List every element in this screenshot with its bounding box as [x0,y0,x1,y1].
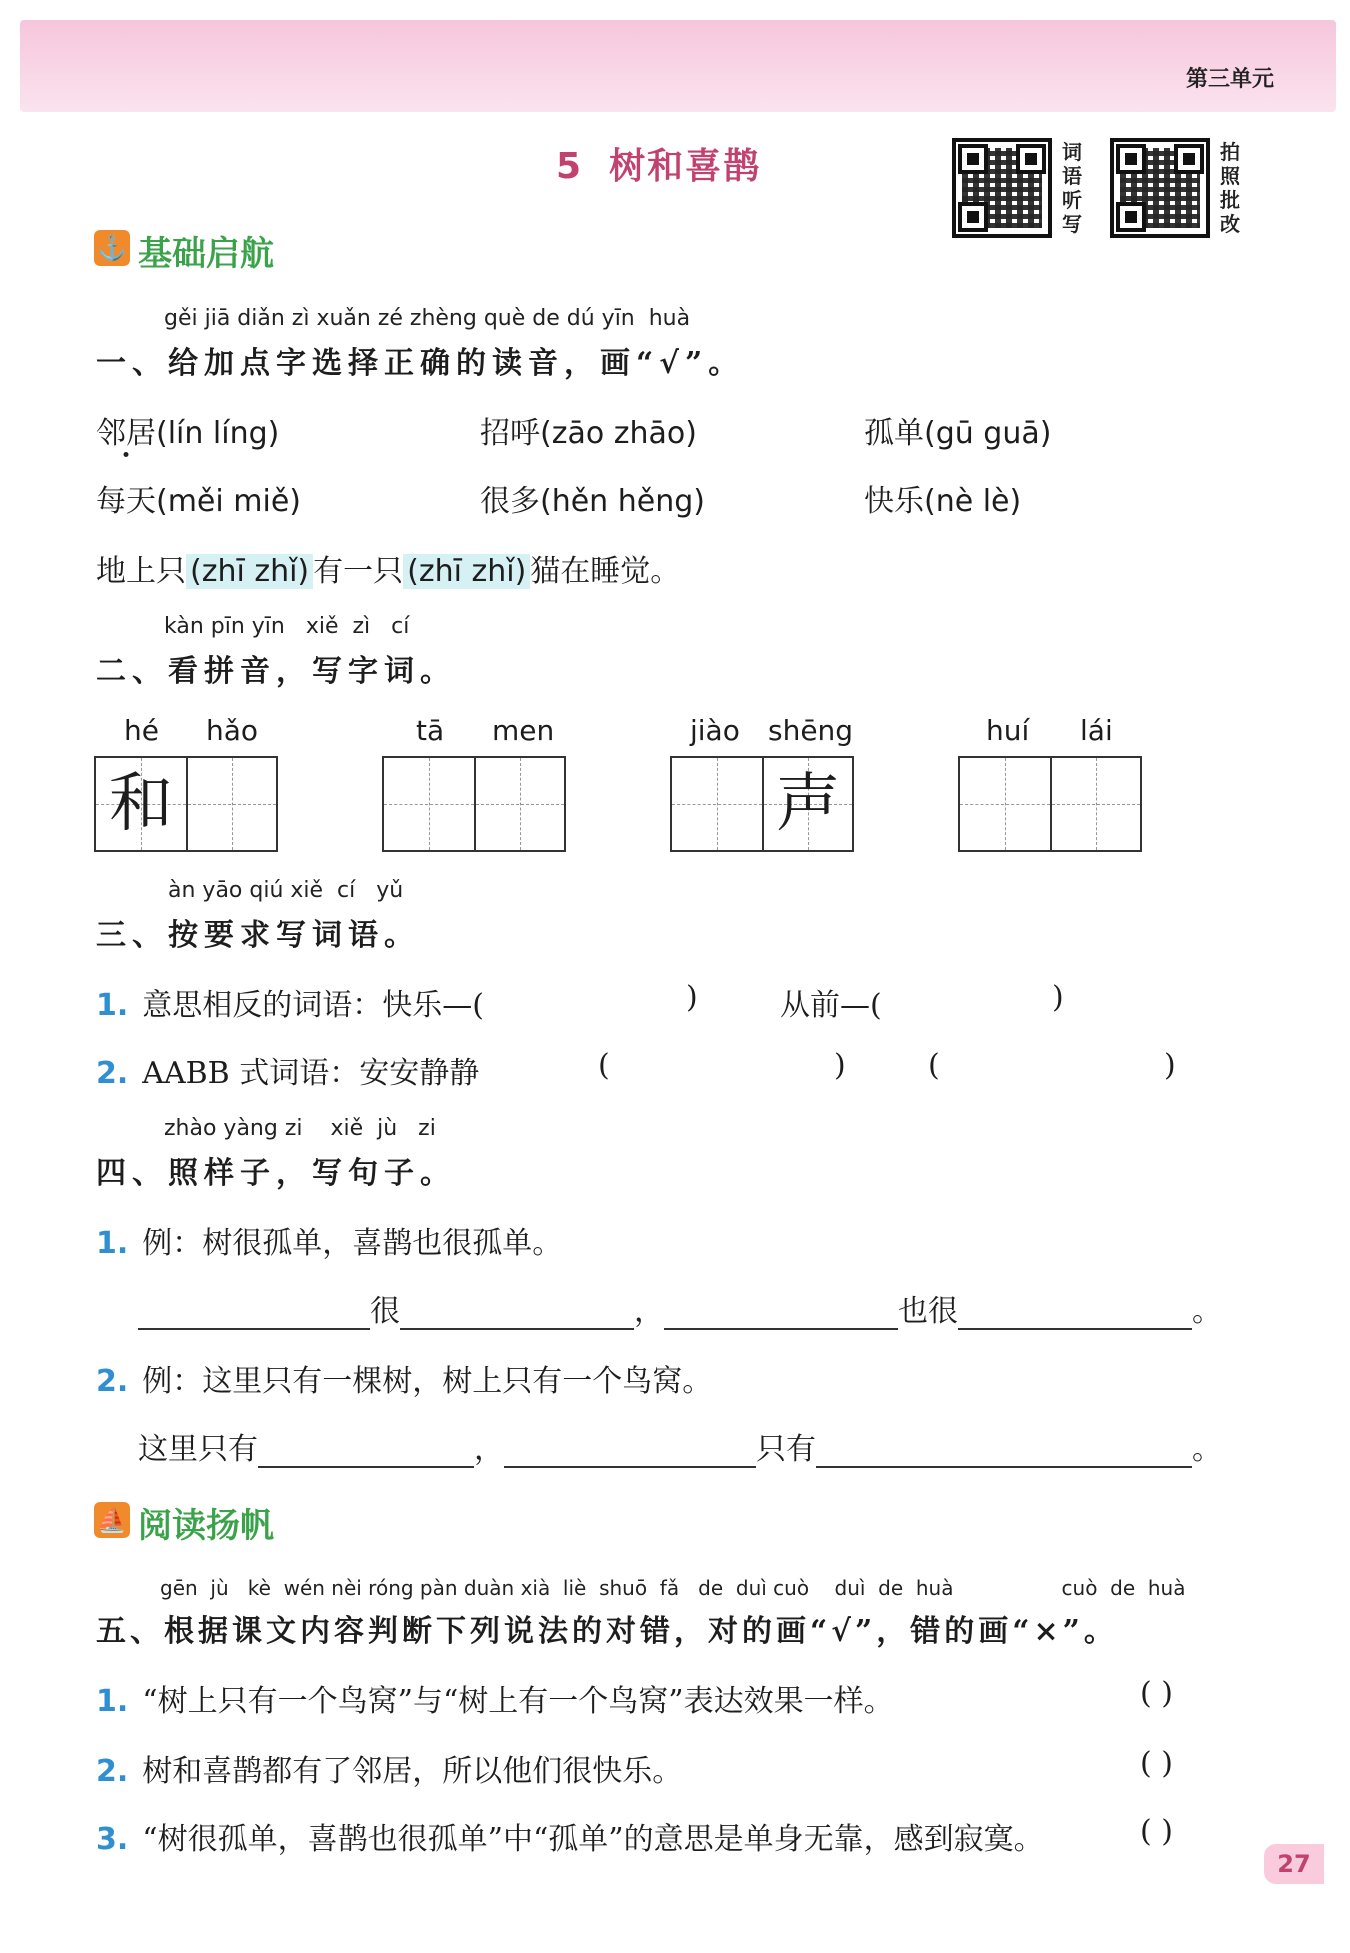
lesson-number: 5 [556,146,584,187]
q3-line-1-close-2: ) [1052,980,1064,1015]
unit-label: 第三单元 [1185,67,1274,92]
q4-answer-2-end: 。 [1192,1432,1222,1467]
q2-g1-grid[interactable] [94,756,278,852]
q3-line-2-close-2: ) [1164,1048,1176,1083]
q1-item-1 [96,408,279,452]
q1-item-3 [864,408,1051,452]
q2-g1-char-2 [188,758,276,850]
q4-answer-2-middle: 只有 [756,1432,816,1467]
q1-item-6-chars: 快乐 [864,484,924,519]
qr-label-photo-grading: 拍照批改 [1220,140,1240,236]
q3-line-2-open-1: ( [598,1048,610,1083]
q3-answer-antonym-2[interactable] [900,982,1050,1018]
q4-answer-2-separator: ， [474,1432,504,1467]
q4-pinyin: zhào yàng zi xiě jù zi [164,1116,436,1141]
q4-answer-1-blank-3[interactable] [664,1294,898,1330]
q5-item-3-number: 3. [96,1822,129,1857]
q2-g2-pinyin-1: tā [416,714,445,747]
q2-g4-char-1 [960,758,1050,850]
q2-g1-char-1: 和 [109,767,173,841]
q4-example-1 [96,1218,562,1262]
q2-g4-grid[interactable] [958,756,1142,852]
q1-item-2-chars: 招呼 [480,416,540,451]
q1-item-4-options[interactable]: (měi miě) [156,484,301,519]
q5-item-2-answer[interactable]: ( ) [1140,1746,1173,1781]
q1-item-5-options[interactable]: (hěn hěng) [540,484,705,519]
q1-item-5 [480,476,705,520]
section-basic-title: 基础启航 [138,234,274,274]
q5-item-1-number: 1. [96,1684,129,1719]
section-reading-title: 阅读扬帆 [138,1506,274,1546]
sailboat-icon: ⛵ [94,1502,130,1538]
q1-item-4-chars: 每天 [96,484,156,519]
q1-item-1-chars: 邻居 [96,416,156,451]
q3-line-1-text-2: 从前—( [780,988,882,1023]
q1-item-1-options[interactable]: (lín líng) [156,416,280,451]
q4-answer-2 [138,1424,1222,1468]
q5-item-1 [96,1676,894,1720]
q1-sentence-part-c: 有一只 [313,554,404,589]
q4-answer-1 [138,1286,1222,1330]
q4-answer-2-blank-2[interactable] [504,1432,756,1468]
q4-example-1-text: 例：树很孤单，喜鹊也很孤单。 [142,1226,563,1261]
q5-heading: 五、根据课文内容判断下列说法的对错，对的画“√”，错的画“×”。 [96,1614,1118,1649]
q1-sentence [96,546,680,590]
qr-label-dictation: 词语听写 [1062,140,1082,236]
anchor-icon: ⚓ [94,230,130,266]
q1-sentence-options-2[interactable]: (zhī zhǐ) [403,554,530,589]
q1-sentence-part-e: 猫在睡觉。 [530,554,681,589]
q1-item-2-options[interactable]: (zāo zhāo) [540,416,697,451]
q2-g2-char-2 [476,758,564,850]
q4-example-2 [96,1356,712,1400]
q4-example-2-number: 2. [96,1364,129,1399]
q2-g2-grid[interactable] [382,756,566,852]
q2-g2-pinyin-2: men [492,714,555,747]
qr-code-photo-grading[interactable] [1110,138,1210,238]
q3-answer-aabb-2[interactable] [950,1050,1160,1086]
q1-item-6 [864,476,1021,520]
q4-answer-1-blank-4[interactable] [958,1294,1192,1330]
q2-g1-pinyin-2: hǎo [206,714,259,747]
q2-g3-pinyin-1: jiào [690,714,740,747]
q4-answer-2-blank-1[interactable] [258,1432,474,1468]
q2-heading: 二、看拼音，写字词。 [96,654,456,689]
q5-item-2-text: 树和喜鹊都有了邻居，所以他们很快乐。 [142,1754,683,1789]
q3-line-1 [96,980,484,1024]
q5-pinyin: gēn jù kè wén nèi róng pàn duàn xià liè shuō fǎ de duì cuò duì de huà cuò de huà [160,1576,1186,1600]
q3-line-2 [96,1048,479,1092]
page-number: 27 [1264,1844,1324,1884]
q1-item-3-chars: 孤单 [864,416,924,451]
q1-item-4 [96,476,301,520]
q3-line-2-close-1: ) [834,1048,846,1083]
q4-heading: 四、照样子，写句子。 [96,1156,456,1191]
q2-g4-char-2 [1052,758,1140,850]
q2-g3-char-1 [672,758,762,850]
q1-pinyin: gěi jiā diǎn zì xuǎn zé zhèng què de dú yīn huà [164,306,691,331]
header-banner [20,20,1336,112]
lesson-name: 树和喜鹊 [609,146,762,187]
q2-g3-char-2: 声 [776,767,840,841]
q3-answer-aabb-1[interactable] [620,1050,830,1086]
q2-pinyin: kàn pīn yīn xiě zì cí [164,614,410,639]
q4-answer-1-word-1: 很 [370,1294,400,1329]
q1-sentence-part-a: 地上只 [96,554,186,589]
q1-sentence-options-1[interactable]: (zhī zhǐ) [186,554,313,589]
q3-line-2-number: 2. [96,1056,129,1091]
q4-answer-1-word-2: 也很 [898,1294,958,1329]
q2-g3-grid[interactable] [670,756,854,852]
q2-g4-pinyin-2: lái [1080,714,1113,747]
q2-g4-pinyin-1: huí [986,714,1030,747]
q5-item-3 [96,1814,1044,1858]
q4-answer-1-end: 。 [1192,1294,1222,1329]
q5-item-3-text: “树很孤单，喜鹊也很孤单”中“孤单”的意思是单身无靠，感到寂寞。 [142,1822,1044,1857]
q2-g2-char-1 [384,758,474,850]
q4-answer-1-blank-2[interactable] [400,1294,634,1330]
q3-line-2-text: AABB 式词语：安安静静 [142,1056,480,1091]
q3-line-1-number: 1. [96,988,129,1023]
q1-item-6-options[interactable]: (nè lè) [924,484,1022,519]
q3-answer-antonym-1[interactable] [530,982,680,1018]
q5-item-2 [96,1746,682,1790]
q4-answer-2-blank-3[interactable] [816,1432,1192,1468]
q4-answer-2-start: 这里只有 [138,1432,258,1467]
q5-item-3-answer[interactable]: ( ) [1140,1814,1173,1849]
q3-heading: 三、按要求写词语。 [96,918,420,953]
q1-item-5-chars: 很多 [480,484,540,519]
q5-item-1-text: “树上只有一个鸟窝”与“树上有一个鸟窝”表达效果一样。 [142,1684,894,1719]
q3-pinyin: àn yāo qiú xiě cí yǔ [168,878,404,903]
q1-item-3-options[interactable]: (gū guā) [924,416,1052,451]
q1-item-2 [480,408,697,452]
q4-example-2-text: 例：这里只有一棵树，树上只有一个鸟窝。 [142,1364,713,1399]
q5-item-1-answer[interactable]: ( ) [1140,1676,1173,1711]
q2-g3-pinyin-2: shēng [768,714,854,747]
q3-line-1-close: ) [686,980,698,1015]
q1-heading: 一、给加点字选择正确的读音，画“√”。 [96,346,745,381]
qr-code-dictation[interactable] [952,138,1052,238]
q3-line-1-text: 意思相反的词语：快乐—( [142,988,484,1023]
q3-line-2-open-2: ( [928,1048,940,1083]
lesson-title [556,138,761,189]
q4-answer-1-blank-1[interactable] [138,1294,370,1330]
q4-answer-1-separator: ， [634,1294,664,1329]
q5-item-2-number: 2. [96,1754,129,1789]
q4-example-1-number: 1. [96,1226,129,1261]
q2-g1-pinyin-1: hé [124,714,159,747]
